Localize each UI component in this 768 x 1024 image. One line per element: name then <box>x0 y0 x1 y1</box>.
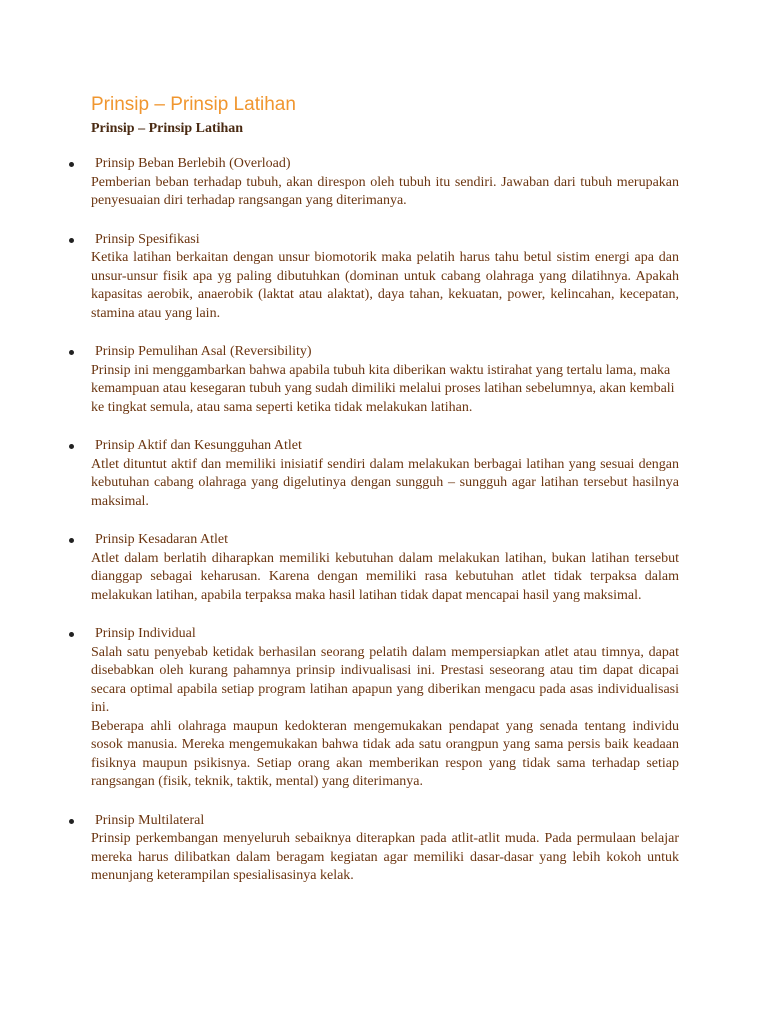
section-paragraph: Atlet dituntut aktif dan memiliki inisiatif sendiri dalam melakukan berbagai latihan yang sesuai dengan kebutuhan cabang olahraga yang digelutinya dengan sungguh – sungguh agar latihan tersebut hasilnya maksimal. <box>91 456 679 509</box>
section-heading: Prinsip Kesadaran Atlet <box>95 532 228 547</box>
section-paragraph: Prinsip ini menggambarkan bahwa apabila tubuh kita diberikan waktu istirahat yang tertalu lama, maka kemampuan atau kesegaran tubuh yang sudah dimiliki melalui proses latihan sebelumnya, akan kembali ke tingkat semula, atau sama seperti ketika tidak melakukan latihan. <box>91 362 675 415</box>
section-individual <box>91 625 679 792</box>
section-reversibility <box>91 343 679 417</box>
bullet-icon <box>69 238 74 243</box>
section-paragraph: Pemberian beban terhadap tubuh, akan direspon oleh tubuh itu sendiri. Jawaban dari tubuh merupakan penyesuaian diri terhadap rangsangan yang diterimanya. <box>91 174 679 208</box>
document-page <box>91 92 679 886</box>
section-kesadaran <box>91 531 679 605</box>
section-spesifikasi <box>91 231 679 324</box>
section-multilateral <box>91 812 679 886</box>
bullet-icon <box>69 819 74 824</box>
section-heading: Prinsip Beban Berlebih (Overload) <box>95 156 291 171</box>
section-overload <box>91 155 679 211</box>
section-paragraph: Atlet dalam berlatih diharapkan memiliki kebutuhan dalam melakukan latihan, bukan latihan tersebut dianggap sebagai keharusan. Karena dengan memiliki rasa kebutuhan atlet tidak terpaksa dalam melakukan latihan, apabila terpaksa maka hasil latihan tidak dapat mencapai hasil yang maksimal. <box>91 550 679 603</box>
section-heading: Prinsip Individual <box>95 626 196 641</box>
section-aktif <box>91 437 679 511</box>
section-paragraph: Beberapa ahli olahraga maupun kedokteran mengemukakan pendapat yang senada tentang individu sosok manusia. Mereka mengemukakan bahwa tidak ada satu orangpun yang sama persis baik keadaan fisiknya maupun psikisnya. Setiap orang akan memberikan respon yang tidak sama terhadap setiap rangsangan (fisik, teknik, taktik, mental) yang diterimanya. <box>91 718 679 789</box>
section-heading: Prinsip Spesifikasi <box>95 231 200 247</box>
bullet-icon <box>69 162 74 167</box>
section-paragraph: Prinsip perkembangan menyeluruh sebaiknya diterapkan pada atlit-atlit muda. Pada permulaan belajar mereka harus dilibatkan dalam beragam kegiatan agar memiliki dasar-dasar yang lebih kokoh untuk menunjang keterampilan spesialisasinya kelak. <box>91 831 679 883</box>
document-subtitle: Prinsip – Prinsip Latihan <box>91 121 244 136</box>
section-heading: Prinsip Pemulihan Asal (Reversibility) <box>95 344 312 359</box>
bullet-icon <box>69 350 74 355</box>
section-heading: Prinsip Multilateral <box>95 812 205 828</box>
document-title: Prinsip – Prinsip Latihan <box>91 94 296 115</box>
bullet-icon <box>69 444 74 449</box>
bullet-icon <box>69 632 74 637</box>
section-paragraph: Ketika latihan berkaitan dengan unsur biomotorik maka pelatih harus tahu betul sistim energi apa dan unsur-unsur fisik apa yg paling dibutuhkan (dominan untuk cabang olahraga yang dilatihnya. Apakah kapasitas aerobik, anaerobik (laktat atau alaktat), daya tahan, kekuatan, power, kelincahan, kecepatan, stamina atau yang lain. <box>91 250 679 321</box>
section-heading: Prinsip Aktif dan Kesungguhan Atlet <box>95 438 302 453</box>
section-paragraph: Salah satu penyebab ketidak berhasilan seorang pelatih dalam mempersiapkan atlet atau timnya, dapat disebabkan oleh kurang pahamnya prinsip indivualisasi ini. Prestasi seseorang atau tim dapat dicapai secara optimal apabila setiap program latihan apapun yang diberikan mengacu pada asas individualisasi ini. <box>91 644 679 715</box>
bullet-icon <box>69 538 74 543</box>
